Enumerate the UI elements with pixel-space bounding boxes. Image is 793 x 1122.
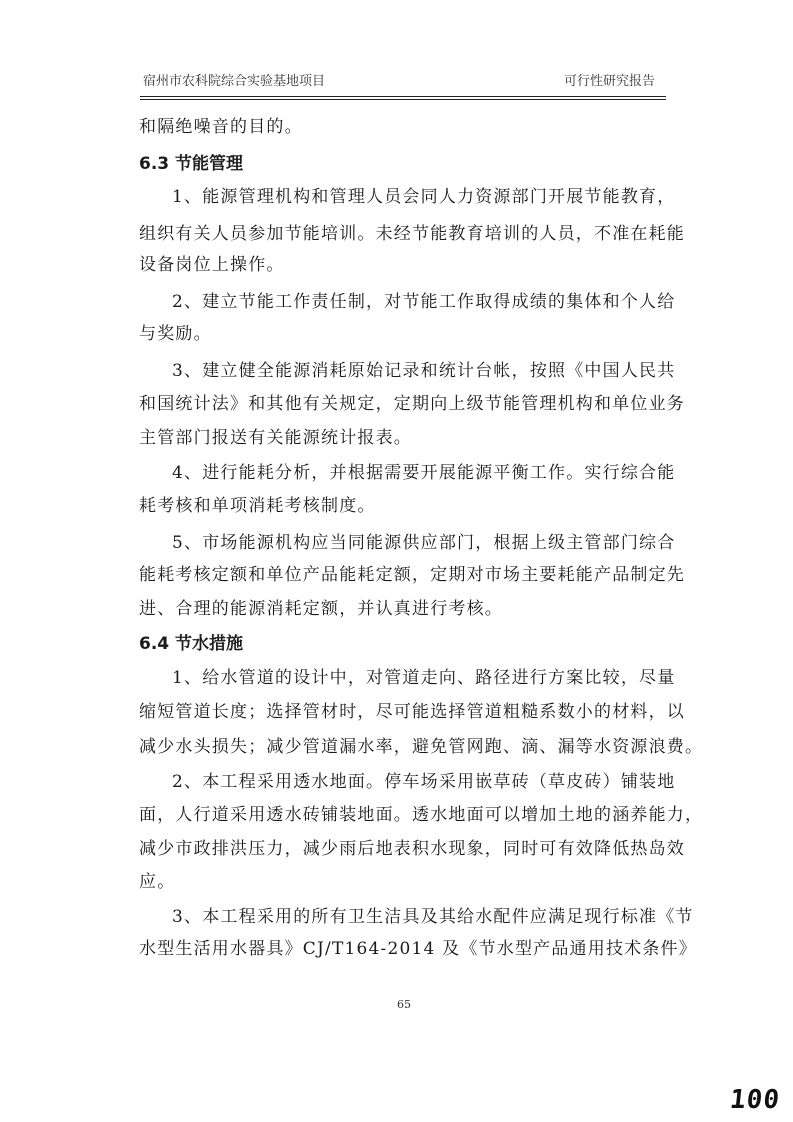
paragraph-line: 应。 (139, 872, 176, 892)
paragraph-line: 和隔绝噪音的目的。 (139, 117, 303, 137)
paragraph-line: 面，人行道采用透水砖铺装地面。透水地面可以增加土地的涵养能力， (139, 805, 704, 825)
paragraph-line: 减少市政排洪压力，减少雨后地表积水现象，同时可有效降低热岛效 (139, 839, 685, 859)
paragraph-line: 与奖励。 (139, 324, 212, 344)
paragraph-line: 2、本工程采用透水地面。停车场采用嵌草砖（草皮砖）铺装地 (172, 772, 676, 792)
paragraph-line: 和国统计法》和其他有关规定，定期向上级节能管理机构和单位业务 (139, 394, 685, 414)
section-heading-6-3: 6.3 节能管理 (139, 154, 244, 174)
paragraph-line: 3、建立健全能源消耗原始记录和统计台帐，按照《中国人民共 (172, 361, 676, 381)
page-number: 65 (397, 998, 411, 1011)
paragraph-line: 主管部门报送有关能源统计报表。 (139, 428, 412, 448)
paragraph-line: 进、合理的能源消耗定额，并认真进行考核。 (139, 599, 503, 619)
paragraph-line: 设备岗位上操作。 (139, 255, 285, 275)
paragraph-line: 1、能源管理机构和管理人员会同人力资源部门开展节能教育， (172, 187, 676, 207)
paragraph-line: 减少水头损失；减少管道漏水率，避免管网跑、滴、漏等水资源浪费。 (139, 737, 704, 757)
paragraph-line: 3、本工程采用的所有卫生洁具及其给水配件应满足现行标准《节 (172, 907, 694, 927)
paragraph-line: 缩短管道长度；选择管材时，尽可能选择管道粗糙系数小的材料，以 (139, 702, 685, 722)
header-document-type: 可行性研究报告 (564, 74, 656, 89)
paragraph-line: 组织有关人员参加节能培训。未经节能教育培训的人员，不准在耗能 (139, 224, 685, 244)
header-divider-secondary (140, 99, 666, 100)
header-project-title: 宿州市农科院综合实验基地项目 (143, 74, 326, 89)
paragraph-line: 1、给水管道的设计中，对管道走向、路径进行方案比较，尽量 (172, 668, 676, 688)
paragraph-line: 耗考核和单项消耗考核制度。 (139, 496, 376, 516)
paragraph-line: 4、进行能耗分析，并根据需要开展能源平衡工作。实行综合能 (172, 463, 676, 483)
paragraph-line: 水型生活用水器具》CJ/T164-2014 及《节水型产品通用技术条件》 (139, 939, 697, 959)
paragraph-line: 2、建立节能工作责任制，对节能工作取得成绩的集体和个人给 (172, 292, 676, 312)
header-divider (140, 96, 666, 97)
handwritten-page-stamp: 100 (728, 1085, 782, 1115)
paragraph-line: 5、市场能源机构应当同能源供应部门，根据上级主管部门综合 (172, 533, 676, 553)
section-heading-6-4: 6.4 节水措施 (139, 634, 244, 654)
paragraph-line: 能耗考核定额和单位产品能耗定额，定期对市场主要耗能产品制定先 (139, 565, 685, 585)
